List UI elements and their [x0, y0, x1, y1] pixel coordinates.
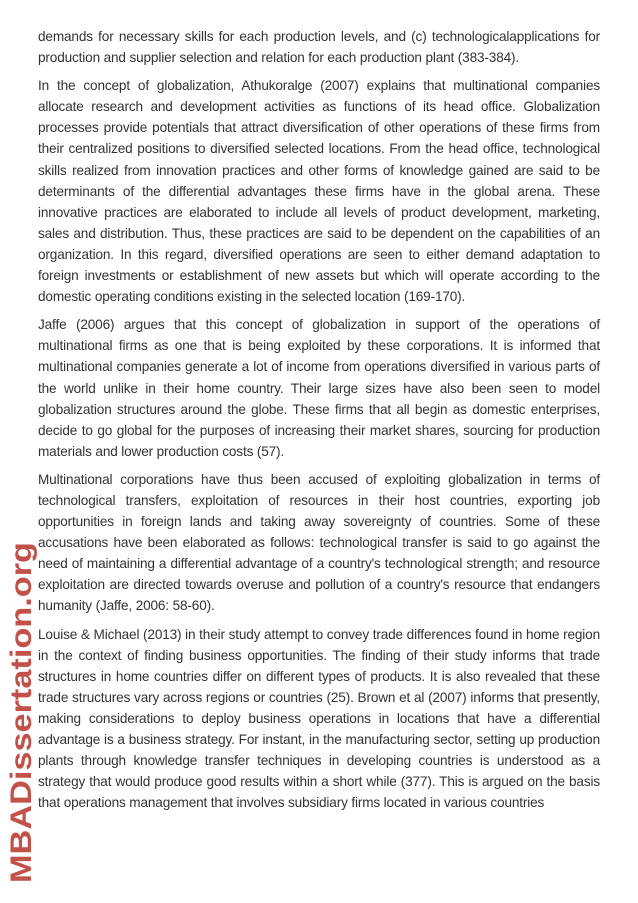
paragraph-2: In the concept of globalization, Athukoralge (2007) explains that multinational companies allocate research and development activities as functions of its head office. Globalization processes provide potentials that attract diversification of other operations of these firms from their centralized positions to diversified selected locations. From the head office, technological skills realized from innovation practices and other forms of knowledge gained are said to be determinants of the differential advantages these firms have in the global arena. These innovative practices are elaborated to include all levels of product development, marketing, sales and distribution. Thus, these practices are said to be dependent on the capabilities of an organization. In this regard, diversified operations are seen to either demand adaptation to foreign investments or establishment of new assets but which will operate according to the domestic operating conditions existing in the selected location (169-170).	[38, 78, 600, 305]
paragraph-3: Jaffe (2006) argues that this concept of globalization in support of the operations of multinational firms as one that is being exploited by these corporations. It is informed that multinational companies generate a lot of income from operations diversified in various parts of the world unlike in their home country. Their large sizes have also been seen to model globalization structures around the globe. These firms that all begin as domestic enterprises, decide to go global for the purposes of increasing their market shares, sourcing for production materials and lower production costs (57).	[38, 317, 600, 459]
paragraph-4: Multinational corporations have thus been accused of exploiting globalization in terms of technological transfers, exploitation of resources in their host countries, exporting job opportunities in foreign lands and taking away sovereignty of countries. Some of these accusations have been elaborated as follows: technological transfer is said to go against the need of maintaining a differential advantage of a country's technological strength; and resource exploitation are directed towards overuse and pollution of a country's resource that endangers humanity (Jaffe, 2006: 58-60).	[38, 471, 600, 614]
site-watermark	[4, 540, 38, 885]
paragraph-1: demands for necessary skills for each production levels, and (c) technologicalapplications for production and supplier selection and relation for each production plant (383-384).	[38, 29, 600, 66]
document-body	[38, 26, 600, 820]
paragraph-5: Louise & Michael (2013) in their study attempt to convey trade differences found in home region in the context of finding business opportunities. The finding of their study informs that trade structures in home countries differ on different types of products. It is also revealed that these trade structures vary across regions or countries (25). Brown et al (2007) informs that presently, making considerations to deploy business operations in locations that have a differential advantage is a business strategy. For instant, in the manufacturing sector, setting up production plants through knowledge transfer techniques in developing countries is understood as a strategy that would produce good results within a short while (377). This is argued on the basis that operations management that involves subsidiary firms located in various countries	[38, 626, 600, 811]
watermark-text: MBADissertation.org	[5, 584, 38, 883]
